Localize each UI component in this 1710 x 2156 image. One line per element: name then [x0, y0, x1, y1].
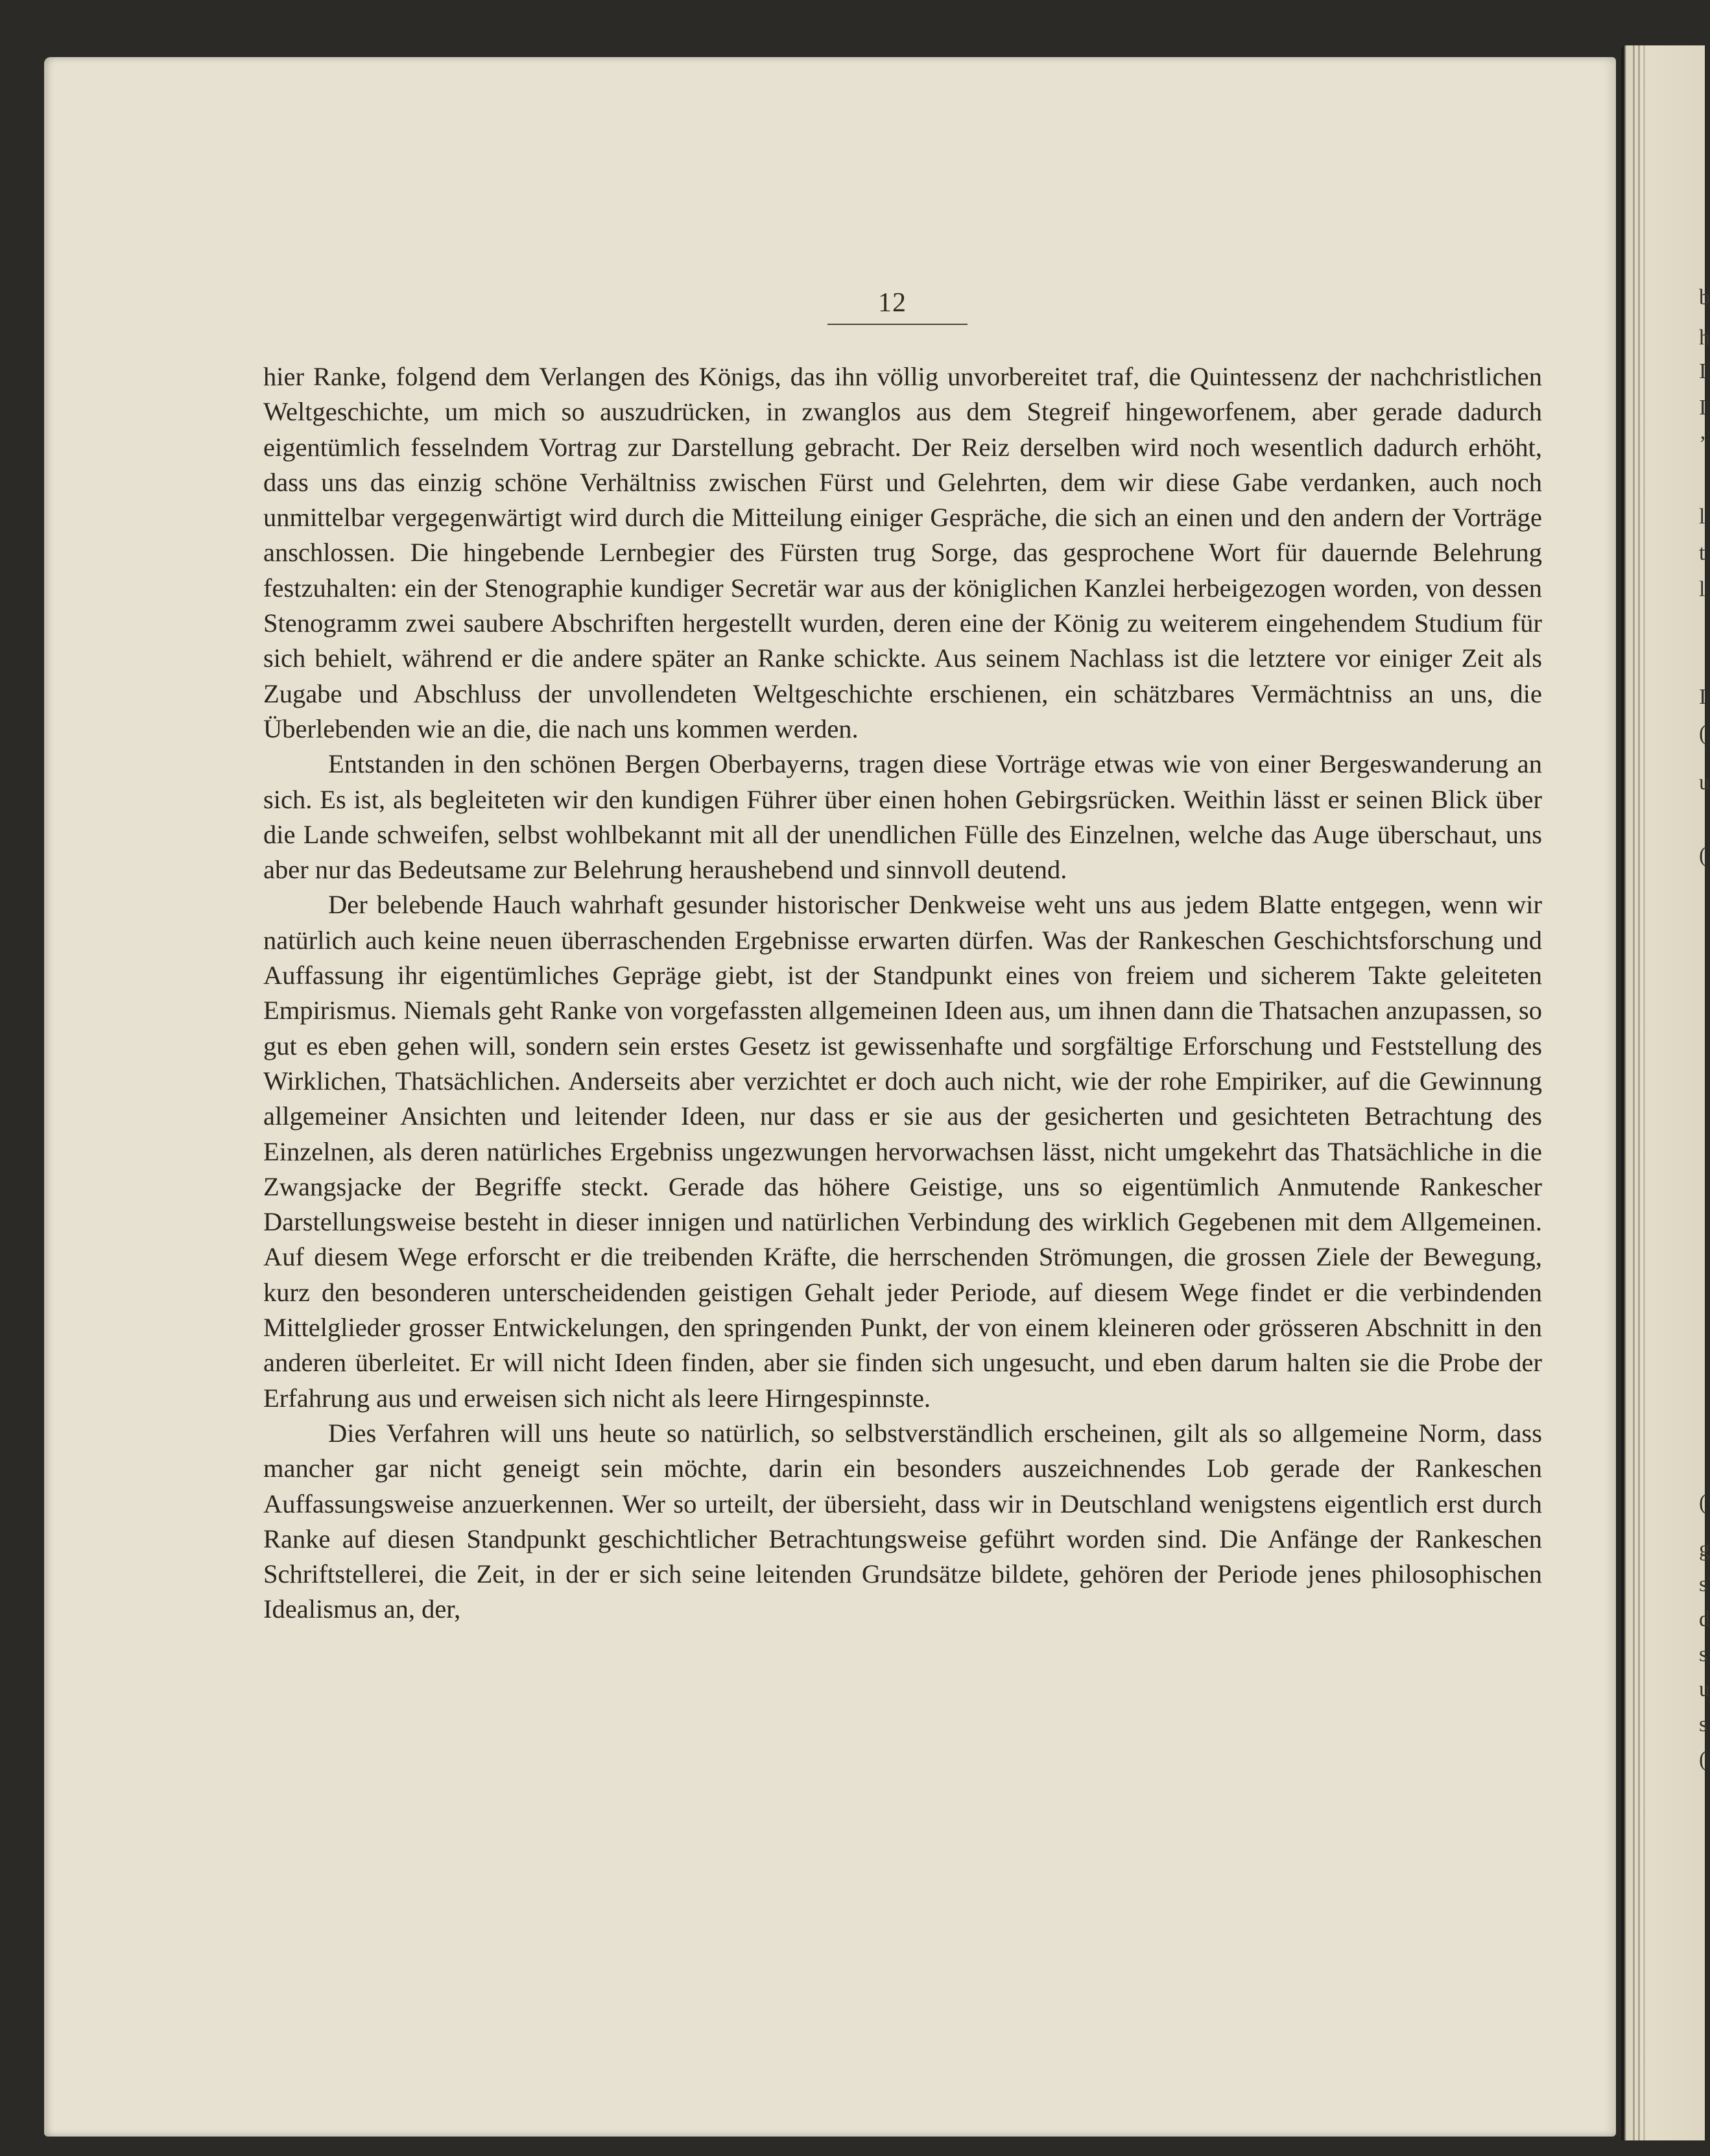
next-page-char: I: [1699, 396, 1707, 420]
paragraph-2: Entstanden in den schönen Bergen Oberbayerns, tragen diese Vorträge etwas wie von einer Bergeswanderung an sich. Es ist, als begleiteten wir den kundigen Führer über einen hohen Gebirgsrücken. Weithin lässt er seinen Blick über die Lande schweifen, selbst wohlbekannt mit all der unendlichen Fülle des Einzelnen, welche das Auge überschaut, uns aber nur das Bedeutsame zur Belehrung heraushebend und sinnvoll deutend.: [263, 749, 1542, 885]
next-page-char: l: [1699, 505, 1705, 529]
next-page-char: s: [1699, 1712, 1708, 1736]
next-page-char: d: [1699, 1607, 1710, 1631]
next-page-char: s: [1699, 1642, 1708, 1666]
next-page-char: b: [1699, 285, 1710, 309]
next-page-char: u: [1699, 1677, 1710, 1701]
body-text: [263, 359, 1542, 1627]
next-page-char: u: [1699, 771, 1710, 795]
next-page-char: h: [1699, 326, 1710, 350]
next-page-char: g: [1699, 1537, 1710, 1561]
next-page-char: s: [1699, 1572, 1708, 1596]
page-number: 12: [878, 288, 907, 318]
paragraph-3: Der belebende Hauch wahrhaft gesunder historischer Denkweise weht uns aus jedem Blatte entgegen, wenn wir natürlich auch keine neuen überraschenden Ergebnisse erwarten dürfen. Was der Rankeschen Geschichtsforschung und Auffassung ihr eigentümliches Gepräge giebt, ist der Standpunkt eines von freiem und sicherem Takte geleiteten Empirismus. Niemals geht Ranke von vorgefassten allgemeinen Ideen aus, um ihnen dann die Thatsachen anzupassen, so gut es eben gehen will, sondern sein erstes Gesetz ist gewissenhafte und sorgfältige Erforschung und Feststellung des Wirklichen, Thatsächlichen. Anderseits aber verzichtet er doch auch nicht, wie der rohe Empiriker, auf die Gewinnung allgemeiner Ansichten und leitender Ideen, nur dass er sie aus der gesicherten und gesichteten Betrachtung des Einzelnen, als deren natürliches Ergebniss ungezwungen hervorwachsen lässt, nicht umgekehrt das Thatsächliche in die Zwangsjacke der Begriffe steckt. Gerade das höhere Geistige, uns so eigentümlich Anmutende Rankescher Darstellungsweise besteht in dieser innigen und natürlichen Verbindung des wirklich Gegebenen mit dem Allgemeinen. Auf diesem Wege erforscht er die treibenden Kräfte, die herrschenden Strömungen, die grossen Ziele der Bewegung, kurz den besonderen unterscheidenden geistigen Gehalt jeder Periode, auf diesem Wege findet er die verbindenden Mittelglieder grosser Entwickelungen, den springenden Punkt, der von einem kleineren oder grösseren Abschnitt in den anderen überleitet. Er will nicht Ideen finden, aber sie finden sich ungesucht, und eben darum halten sie die Probe der Erfahrung aus und erweisen sich nicht als leere Hirngespinnste.: [263, 890, 1542, 1413]
next-page-edge: [1621, 45, 1708, 2140]
next-page-char: (: [1699, 1491, 1707, 1515]
page-number-rule: [827, 324, 968, 325]
next-page-char: I: [1699, 359, 1707, 383]
next-page-char: (: [1699, 1747, 1707, 1771]
next-page-char: (: [1699, 721, 1707, 745]
next-page-char: ’: [1699, 432, 1707, 456]
paragraph-1: hier Ranke, folgend dem Verlangen des Königs, das ihn völlig unvorbereitet traf, die Quintessenz der nachchristlichen Weltgeschichte, um mich so auszudrücken, in zwanglos aus dem Stegreif hingeworfenem, aber gerade dadurch eigentümlich fesselndem Vortrag zur Darstellung gebracht. Der Reiz derselben wird noch wesentlich dadurch erhöht, dass uns das einzig schöne Verhältniss zwischen Fürst und Gelehrten, dem wir diese Gabe verdanken, auch noch unmittelbar vergegenwärtigt wird durch die Mitteilung einiger Gespräche, die sich an einen und den andern der Vorträge anschlossen. Die hingebende Lernbegier des Fürsten trug Sorge, das gesprochene Wort für dauernde Belehrung festzuhalten: ein der Stenographie kundiger Secretär war aus der königlichen Kanzlei herbeigezogen worden, von dessen Stenogramm zwei saubere Abschriften hergestellt wurden, deren eine der König zu weiterem eingehendem Studium für sich behielt, während er die andere später an Ranke schickte. Aus seinem Nachlass ist die letztere vor einiger Zeit als Zugabe und Abschluss der unvollendeten Weltgeschichte erschienen, ein schätzbares Vermächtniss an uns, die Überlebenden wie an die, die nach uns kommen werden.: [263, 362, 1542, 743]
book-page: [44, 57, 1616, 2137]
next-page-char: I: [1699, 685, 1707, 709]
next-page-char: (: [1699, 843, 1707, 867]
paragraph-4: Dies Verfahren will uns heute so natürlich, so selbstverständlich erscheinen, gilt als so allgemeine Norm, dass mancher gar nicht geneigt sein möchte, darin ein besonders auszeichnendes Lob gerade der Rankeschen Auffassungsweise anzuerkennen. Wer so urteilt, der übersieht, dass wir in Deutschland wenigstens eigentlich erst durch Ranke auf diesen Standpunkt geschichtlicher Betrachtungsweise geführt worden sind. Die Anfänge der Rankeschen Schriftstellerei, die Zeit, in der er sich seine leitenden Grundsätze bildete, gehören der Periode jenes philosophischen Idealismus an, der,: [263, 1418, 1542, 1624]
next-page-char: l: [1699, 577, 1705, 601]
next-page-char: t: [1699, 541, 1705, 565]
